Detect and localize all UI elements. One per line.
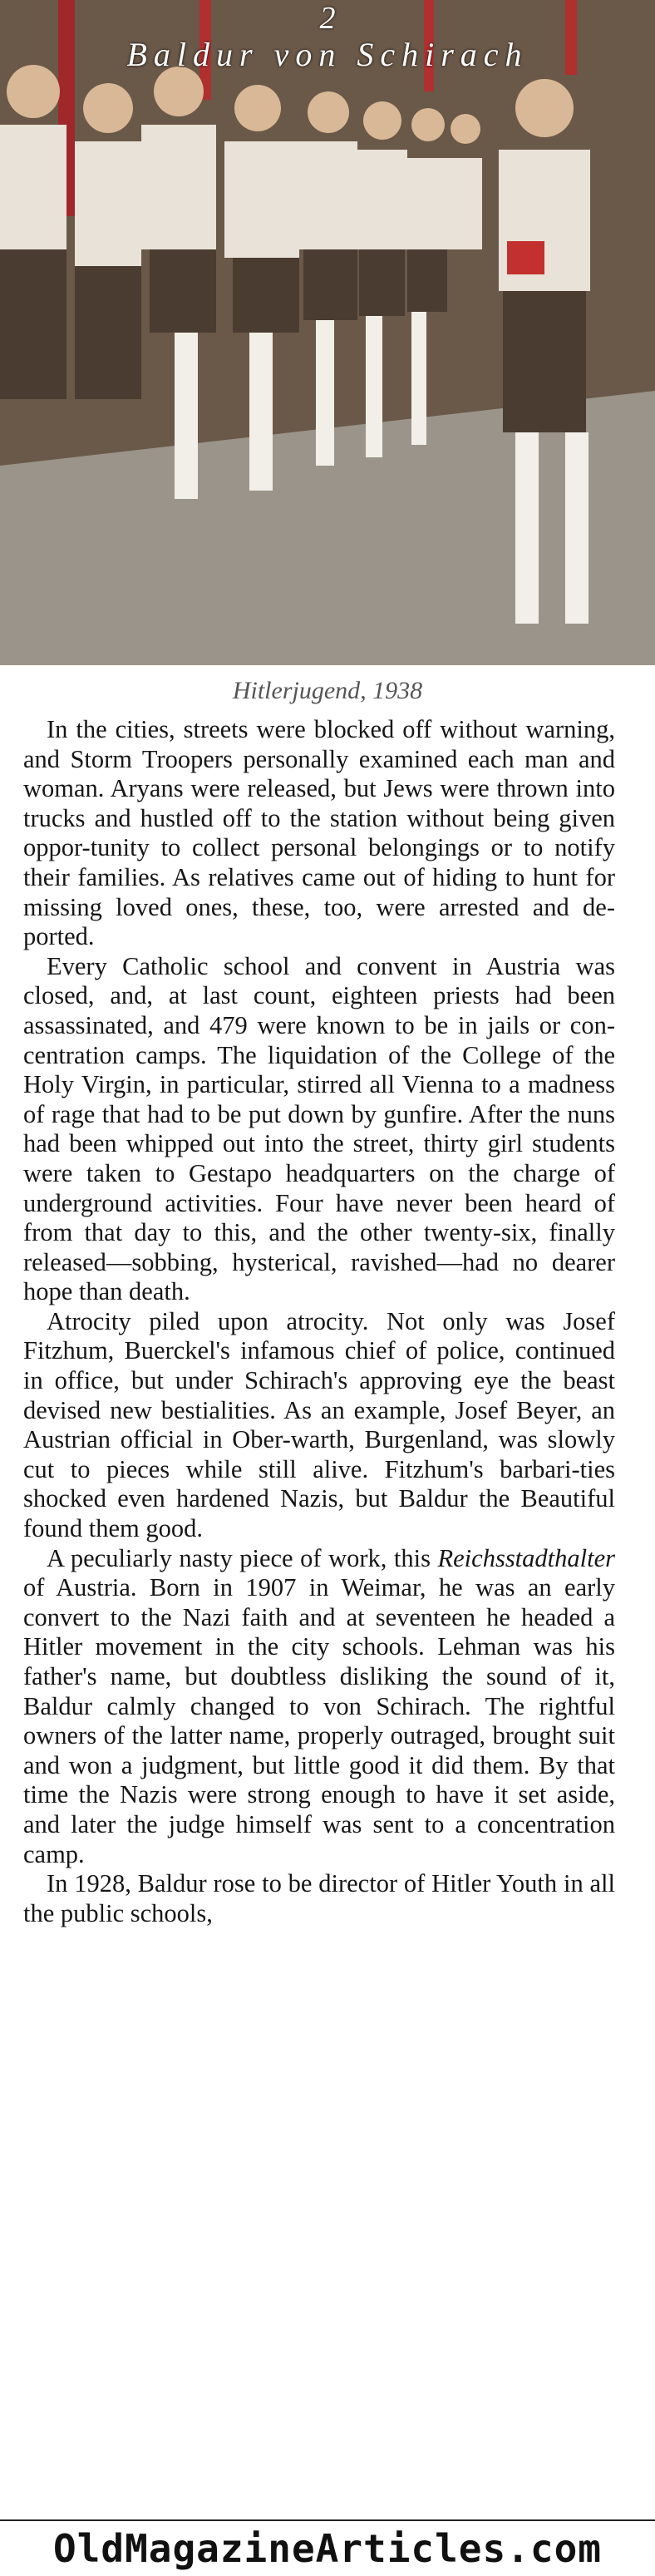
article-body: [23, 715, 615, 1928]
site-watermark[interactable]: OldMagazineArticles.com: [53, 2526, 602, 2571]
site-footer: [0, 2519, 655, 2576]
paragraph-text: of Austria. Born in 1907 in Weimar, he was an early convert to the Nazi faith and at seventeen he headed a Hitler movement in the city schools. Lehman was his father's name, but doubtless disliking the sound of it, Baldur calmly changed to von Schirach. The rightful owners of the latter name, properly outraged, brought suit and won a judgment, but little good it did them. By that time the Nazis were strong enough to have it set aside, and later the judge himself was sent to a concentration camp.: [23, 1573, 615, 1868]
italic-term: Reichsstadthalter: [437, 1543, 615, 1572]
hitler-youth-photo: [0, 0, 655, 665]
paragraph-text: A peculiarly nasty piece of work, this: [47, 1543, 438, 1572]
paragraph: Atrocity piled upon atrocity. Not only was Josef Fitzhum, Buerckel's infamous chief of police, continued in office, but under Schirach's approving eye the beast devised new bestialities. As an example, Josef Beyer, an Austrian official in Ober-warth, Burgenland, was slowly cut to pieces while still alive. Fitzhum's barbari-ties shocked even hardened Nazis, but Baldur the Beautiful found them good.: [23, 1306, 615, 1543]
page-title: Baldur von Schirach: [126, 36, 529, 73]
paragraph: In 1928, Baldur rose to be director of Hitler Youth in all the public schools,: [23, 1869, 615, 1927]
photo-caption: Hitlerjugend, 1938: [232, 677, 423, 704]
paragraph: Every Catholic school and convent in Austria was closed, and, at last count, eighteen priests had been assassinated, and 479 were known to be in jails or con-centration camps. The liquidation of the College of the Holy Virgin, in particular, stirred all Vienna to a madness of rage that had to be put down by gunfire. After the nuns had been whipped out into the street, thirty girl students were taken to Gestapo headquarters on the charge of underground activities. Four have never been heard of from that day to this, and the other twenty-six, finally released—sobbing, hysterical, ravished—had no dearer hope than death.: [23, 951, 615, 1306]
paragraph: In the cities, streets were blocked off without warning, and Storm Troopers personally examined each man and woman. Aryans were released, but Jews were thrown into trucks and hustled off to the station without being given oppor-tunity to collect personal belongings or to notify their families. As relatives came out of hiding to hunt for missing loved ones, these, too, were arrested and de-ported.: [23, 715, 615, 951]
paragraph: [23, 1544, 615, 1870]
photo-illustration: [0, 0, 655, 665]
page-number: 2: [319, 1, 336, 36]
